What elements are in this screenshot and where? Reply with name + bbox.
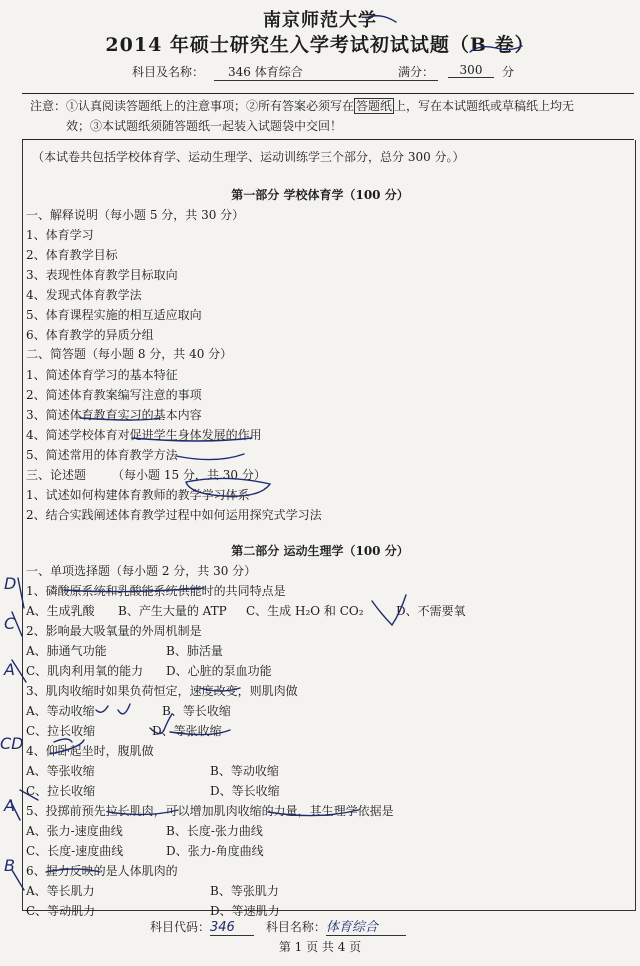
q5-option-d: D、张力-角度曲线 bbox=[166, 844, 264, 858]
list-item: 2、简述体育教案编写注意的事项 bbox=[26, 388, 202, 402]
exam-title: 2014 年硕士研究生入学考试初试试题（B 卷） bbox=[105, 34, 535, 56]
q2-option-a: A、肺通气功能 bbox=[26, 644, 107, 658]
s3-heading-b: （每小题 15 分，共 30 分） bbox=[112, 468, 266, 482]
question-5: 5、投掷前预先拉长肌肉，可以增加肌肉收缩的力量，其生理学依据是 bbox=[26, 804, 394, 818]
q4-option-a: A、等张收缩 bbox=[26, 764, 95, 778]
list-item: 3、简述体育教育实习的基本内容 bbox=[26, 408, 202, 422]
part2-heading: 第二部分 运动生理学（100 分） bbox=[231, 544, 409, 558]
score-value: 300 bbox=[448, 63, 494, 78]
q3-option-c: C、拉长收缩 bbox=[26, 724, 96, 738]
q1-option-c: C、生成 H₂O 和 CO₂ bbox=[246, 604, 364, 618]
subject-code-value: 346 bbox=[210, 920, 254, 936]
notice-text-b: 上，写在本试题纸或草稿纸上均无 bbox=[394, 99, 575, 113]
handwritten-answer: CD bbox=[0, 734, 24, 753]
list-item: 1、试述如何构建体育教师的教学学习体系 bbox=[26, 488, 250, 502]
list-item: 1、简述体育学习的基本特征 bbox=[26, 368, 178, 382]
answer-sheet-box: 答题纸 bbox=[356, 99, 393, 113]
q6-option-b: B、等张肌力 bbox=[210, 884, 279, 898]
q5-option-c: C、长度-速度曲线 bbox=[26, 844, 124, 858]
p1-s3-heading bbox=[26, 466, 266, 483]
handwritten-answer: B bbox=[4, 856, 15, 875]
notice-line-2: 效；③本试题纸须随答题纸一起装入试题袋中交回！ bbox=[66, 119, 343, 133]
question-6: 6、握力反映的是人体肌肉的 bbox=[26, 864, 178, 878]
subject-name-value: 体育综合 bbox=[326, 916, 406, 936]
subject-label: 科目及名称： bbox=[132, 65, 205, 79]
p1-s2-heading: 二、简答题（每小题 8 分，共 40 分） bbox=[26, 347, 233, 361]
subject-code-label: 科目代码： bbox=[150, 920, 211, 934]
q6-option-d: D、等速肌力 bbox=[210, 904, 280, 918]
p2-s1-heading: 一、单项选择题（每小题 2 分，共 30 分） bbox=[26, 564, 257, 578]
q2-option-c: C、肌肉利用氧的能力 bbox=[26, 664, 144, 678]
q2-option-d: D、心脏的泵血功能 bbox=[166, 664, 272, 678]
q5-option-b: B、长度-张力曲线 bbox=[166, 824, 263, 838]
q2-option-b: B、肺活量 bbox=[166, 644, 223, 658]
list-item: 6、体育教学的异质分组 bbox=[26, 328, 154, 342]
list-item: 4、简述学校体育对促进学生身体发展的作用 bbox=[26, 428, 262, 442]
q1-option-b: B、产生大量的 ATP bbox=[118, 604, 227, 618]
q4-option-b: B、等动收缩 bbox=[210, 764, 279, 778]
list-item: 1、体育学习 bbox=[26, 228, 94, 242]
handwritten-answer: D bbox=[4, 574, 17, 593]
q4-option-c: C、拉长收缩 bbox=[26, 784, 96, 798]
question-4: 4、仰卧起坐时，腹肌做 bbox=[26, 744, 154, 758]
question-3: 3、肌肉收缩时如果负荷恒定，速度改变，则肌肉做 bbox=[26, 684, 298, 698]
q3-option-d: D、等张收缩 bbox=[152, 724, 222, 738]
subject-name-label: 科目名称： bbox=[265, 920, 326, 934]
list-item: 5、简述常用的体育教学方法 bbox=[26, 448, 178, 462]
notice-line-1 bbox=[30, 96, 574, 117]
q3-option-a: A、等动收缩 bbox=[26, 704, 95, 718]
footer bbox=[150, 916, 406, 936]
notice-text-a: 注意：①认真阅读答题纸上的注意事项；②所有答案必须写在 bbox=[30, 99, 355, 113]
s3-heading-a: 三、论述题 bbox=[26, 468, 87, 482]
q6-option-c: C、等动肌力 bbox=[26, 904, 96, 918]
handwritten-answer: C bbox=[4, 614, 16, 633]
list-item: 3、表现性体育教学目标取向 bbox=[26, 268, 178, 282]
question-1: 1、磷酸原系统和乳酸能系统供能时的共同特点是 bbox=[26, 584, 286, 598]
p1-s1-heading: 一、解释说明（每小题 5 分，共 30 分） bbox=[26, 208, 245, 222]
handwritten-answer: A bbox=[4, 796, 15, 815]
university-name: 南京师范大学 bbox=[263, 10, 377, 31]
q4-option-d: D、等长收缩 bbox=[210, 784, 280, 798]
handwritten-answer: A bbox=[4, 660, 15, 679]
score-label: 满分： bbox=[398, 65, 435, 79]
q6-option-a: A、等长肌力 bbox=[26, 884, 95, 898]
list-item: 2、结合实践阐述体育教学过程中如何运用探究式学习法 bbox=[26, 508, 322, 522]
q1-option-a: A、生成乳酸 bbox=[26, 604, 95, 618]
page-number: 第 1 页 共 4 页 bbox=[278, 940, 362, 954]
intro-text: （本试卷共包括学校体育学、运动生理学、运动训练学三个部分，总分 300 分。） bbox=[32, 150, 465, 164]
q3-option-b: B、等长收缩 bbox=[162, 704, 231, 718]
list-item: 5、体育课程实施的相互适应取向 bbox=[26, 308, 202, 322]
score-unit: 分 bbox=[502, 65, 515, 79]
q1-option-d: D、不需要氧 bbox=[396, 604, 466, 618]
subject-value: 346 体育综合 bbox=[214, 63, 438, 81]
question-2: 2、影响最大吸氧量的外周机制是 bbox=[26, 624, 202, 638]
notice-box bbox=[22, 93, 634, 140]
q5-option-a: A、张力-速度曲线 bbox=[26, 824, 123, 838]
list-item: 2、体育教学目标 bbox=[26, 248, 118, 262]
list-item: 4、发现式体育教学法 bbox=[26, 288, 142, 302]
part1-heading: 第一部分 学校体育学（100 分） bbox=[231, 188, 409, 202]
